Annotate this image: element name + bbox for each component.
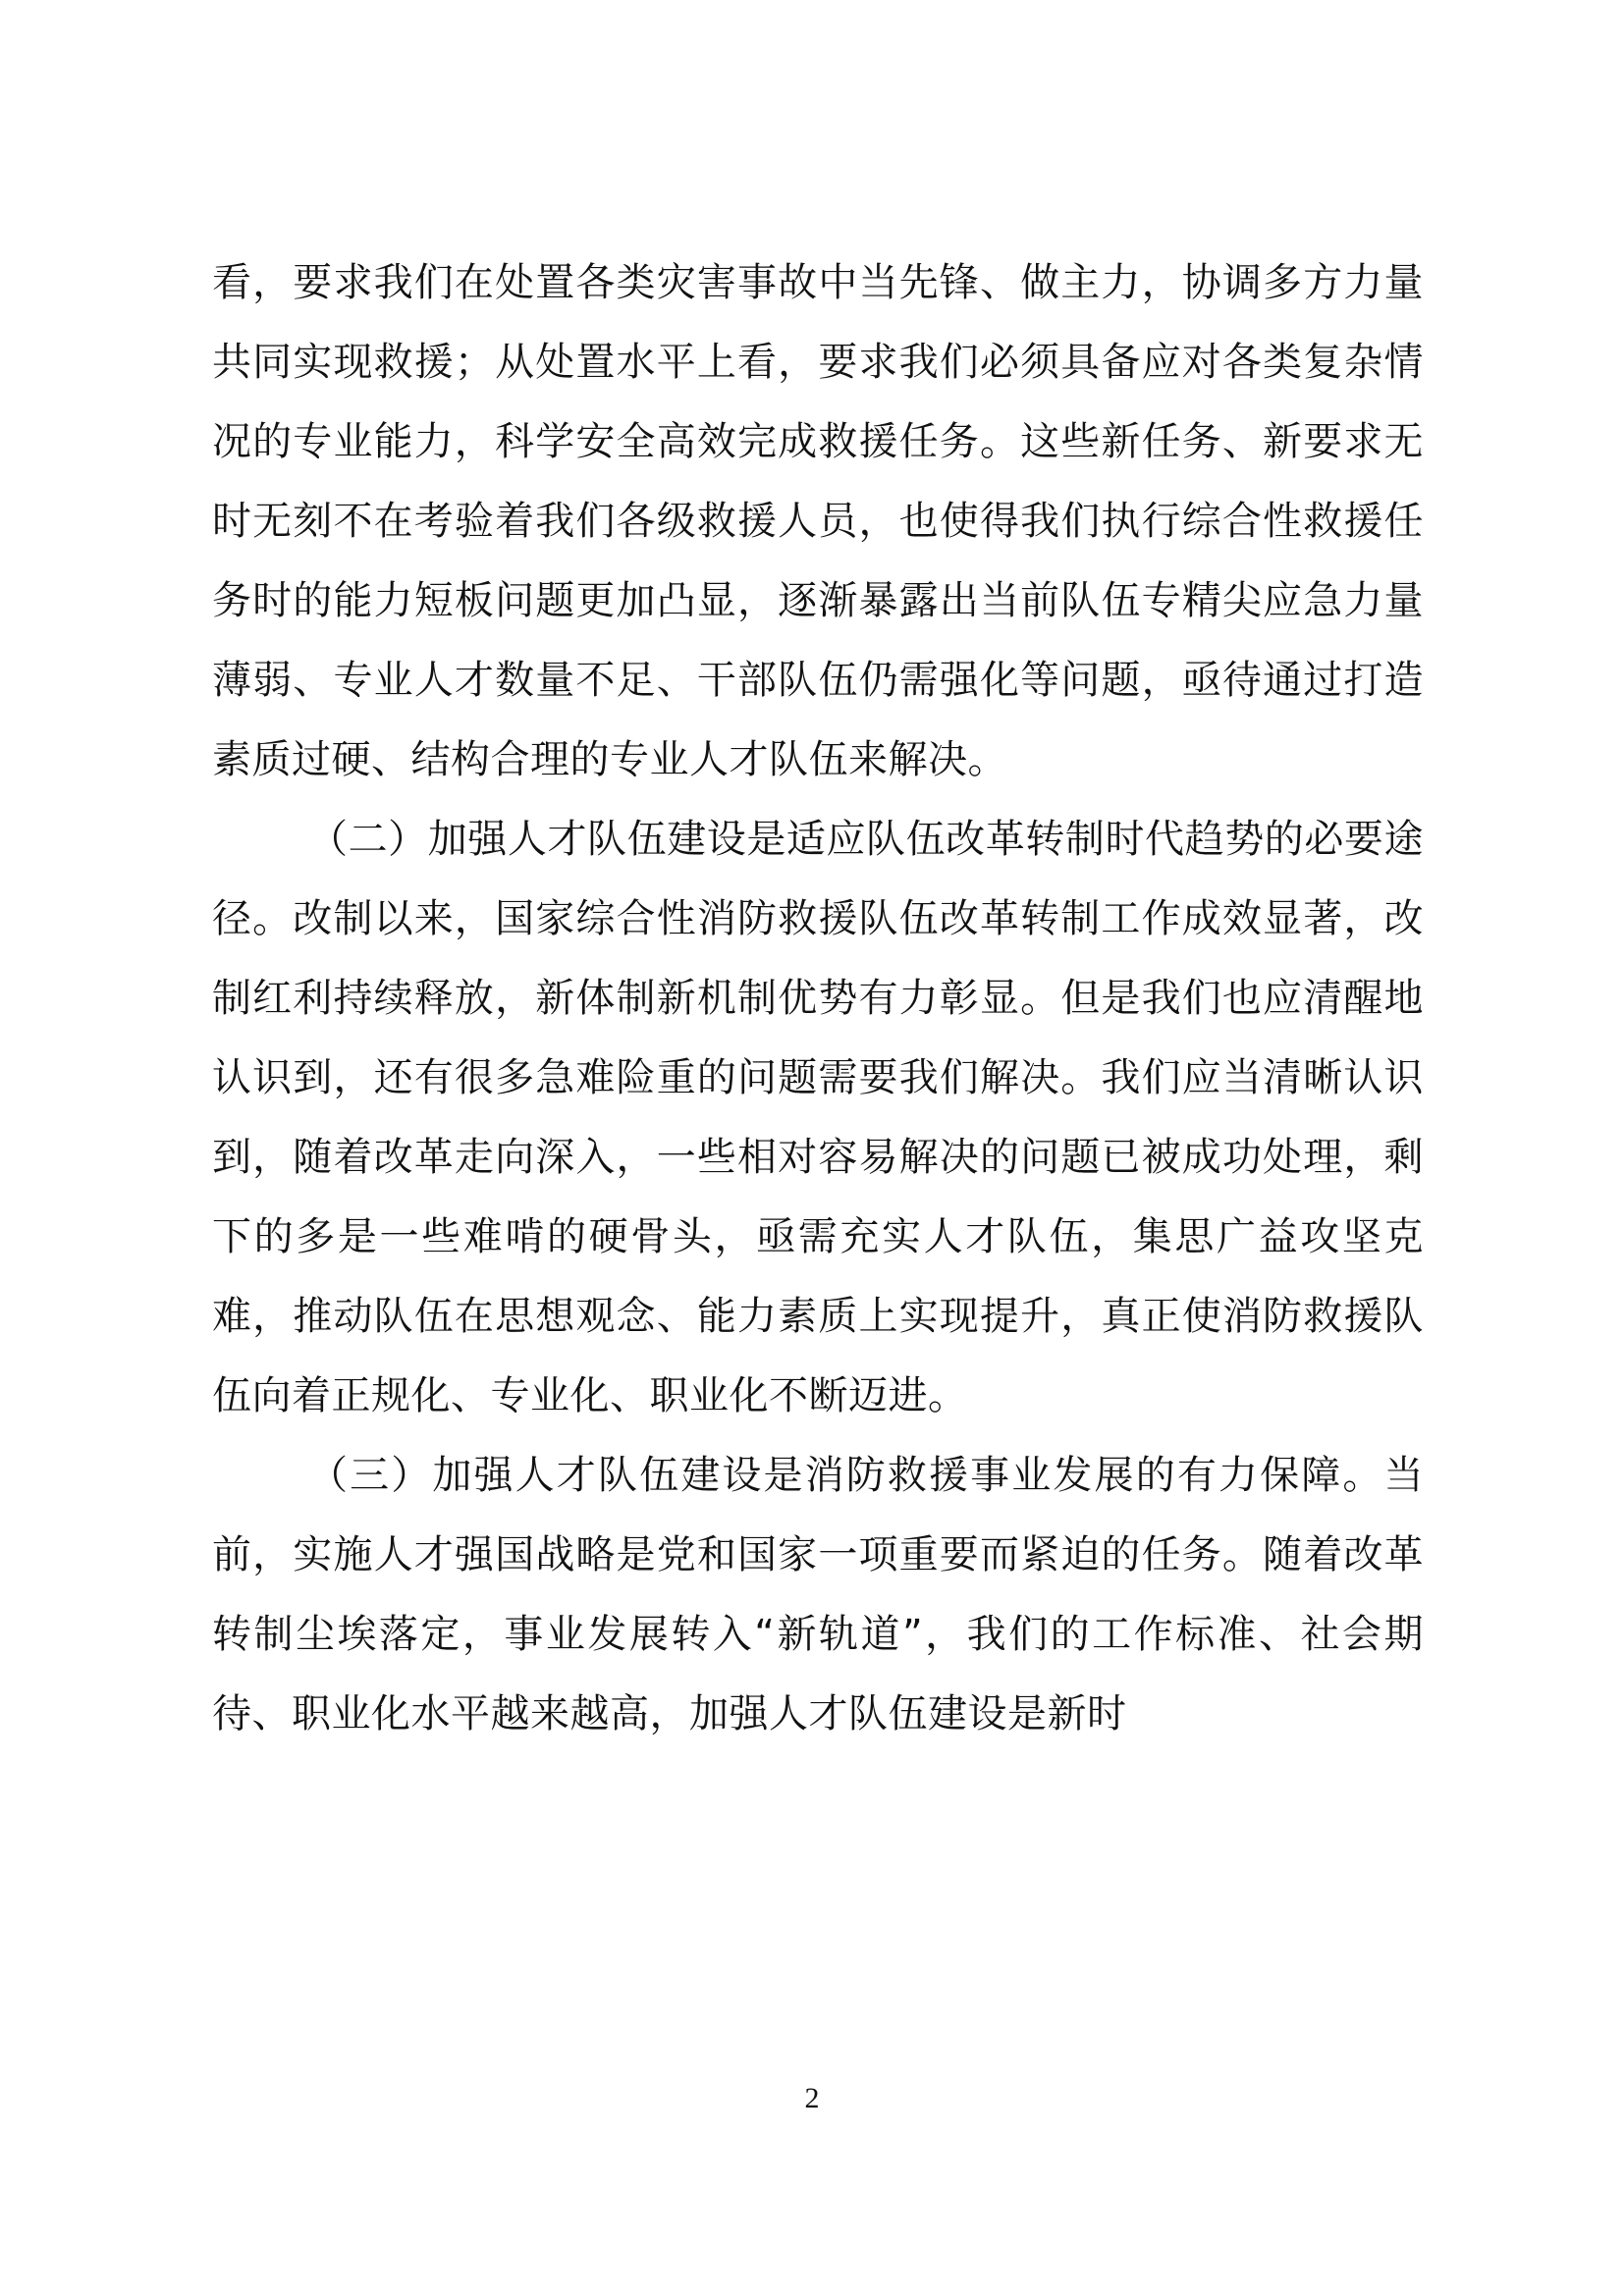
page-number: 2 <box>804 2082 820 2114</box>
paragraph-section-3: （三）加强人才队伍建设是消防救援事业发展的有力保障。当前，实施人才强国战略是党和国家一项重要而紧迫的任务。随着改革转制尘埃落定，事业发展转入“新轨道”，我们的工作标准、社会期待、职业化水平越来越高，加强人才队伍建设是新时 <box>212 1453 1424 1736</box>
paragraph-continuation: 看，要求我们在处置各类灾害事故中当先锋、做主力，协调多方力量共同实现救援；从处置水平上看，要求我们必须具备应对各类复杂情况的专业能力，科学安全高效完成救援任务。这些新任务、新要求无时无刻不在考验着我们各级救援人员，也使得我们执行综合性救援任务时的能力短板问题更加凸显，逐渐暴露出当前队伍专精尖应急力量薄弱、专业人才数量不足、干部队伍仍需强化等问题，亟待通过打造素质过硬、结构合理的专业人才队伍来解决。 <box>212 260 1424 782</box>
paragraph-section-2: （二）加强人才队伍建设是适应队伍改革转制时代趋势的必要途径。改制以来，国家综合性消防救援队伍改革转制工作成效显著，改制红利持续释放，新体制新机制优势有力彰显。但是我们也应清醒地认识到，还有很多急难险重的问题需要我们解决。我们应当清晰认识到，随着改革走向深入，一些相对容易解决的问题已被成功处理，剩下的多是一些难啃的硬骨头，亟需充实人才队伍，集思广益攻坚克难，推动队伍在思想观念、能力素质上实现提升，真正使消防救援队伍向着正规化、专业化、职业化不断迈进。 <box>212 817 1424 1418</box>
body-text <box>212 243 1424 1754</box>
